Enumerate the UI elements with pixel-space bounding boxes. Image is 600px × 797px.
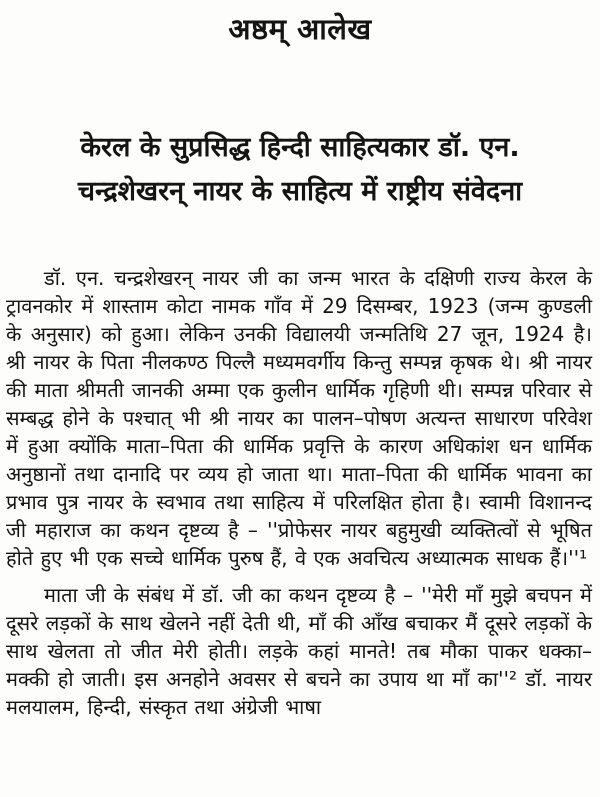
article-title: [0, 126, 600, 214]
article-title-line-2: चन्द्रशेखरन् नायर के साहित्य में राष्ट्रीय संवेदना: [77, 176, 523, 207]
paragraph-1: डॉ. एन. चन्द्रशेखरन् नायर जी का जन्म भारत के दक्षिणी राज्य केरल के ट्रावनकोर में शास्ताम कोटा नामक गाँव में 29 दिसम्बर, 1923 (जन्म कुण्डली के अनुसार) को हुआ। लेकिन उनकी विद्यालयी जन्मतिथि 27 जून, 1924 है। श्री नायर के पिता नीलकण्ठ पिल्लै मध्यमवर्गीय किन्तु सम्पन्न कृषक थे। श्री नायर की माता श्रीमती जानकी अम्मा एक कुलीन धार्मिक गृहिणी थी। सम्पन्न परिवार से सम्बद्ध होने के पश्चात् भी श्री नायर का पालन–पोषण अत्यन्त साधारण परिवेश में हुआ क्योंकि माता–पिता की धार्मिक प्रवृत्ति के कारण अधिकांश धन धार्मिक अनुष्ठानों तथा दानादि पर व्यय हो जाता था। माता–पिता की धार्मिक भावना का प्रभाव पुत्र नायर के स्वभाव तथा साहित्य में परिलक्षित होता है। स्वामी विशानन्द जी महाराज का कथन दृष्टव्य है – ''प्रोफेसर नायर बहुमुखी व्यक्तित्वों से भूषित होते हुए भी एक सच्चे धार्मिक पुरुष हैं, वे एक अवचित्य अध्यात्मक साधक हैं।''¹: [6, 266, 592, 570]
chapter-heading: अष्ठम् आलेख: [228, 12, 372, 46]
article-title-line-1: केरल के सुप्रसिद्ध हिन्दी साहित्यकार डॉ. एन.: [80, 132, 520, 163]
paragraph-2: माता जी के संबंध में डॉ. जी का कथन दृष्टव्य है – ''मेरी माँ मुझे बचपन में दूसरे लड़कों के साथ खेलने नहीं देती थी, माँ की आँख बचाकर मैं दूसरे लड़कों के साथ खेलता तो जीत मेरी होती। लड़के कहां मानते! तब मौका पाकर धक्का–मक्की हो जाती। इस अनहोने अवसर से बचने का उपाय था माँ का''² डॉ. नायर मलयालम, हिन्दी, संस्कृत तथा अंग्रेजी भाषा: [6, 583, 592, 719]
article-body: [0, 264, 600, 721]
